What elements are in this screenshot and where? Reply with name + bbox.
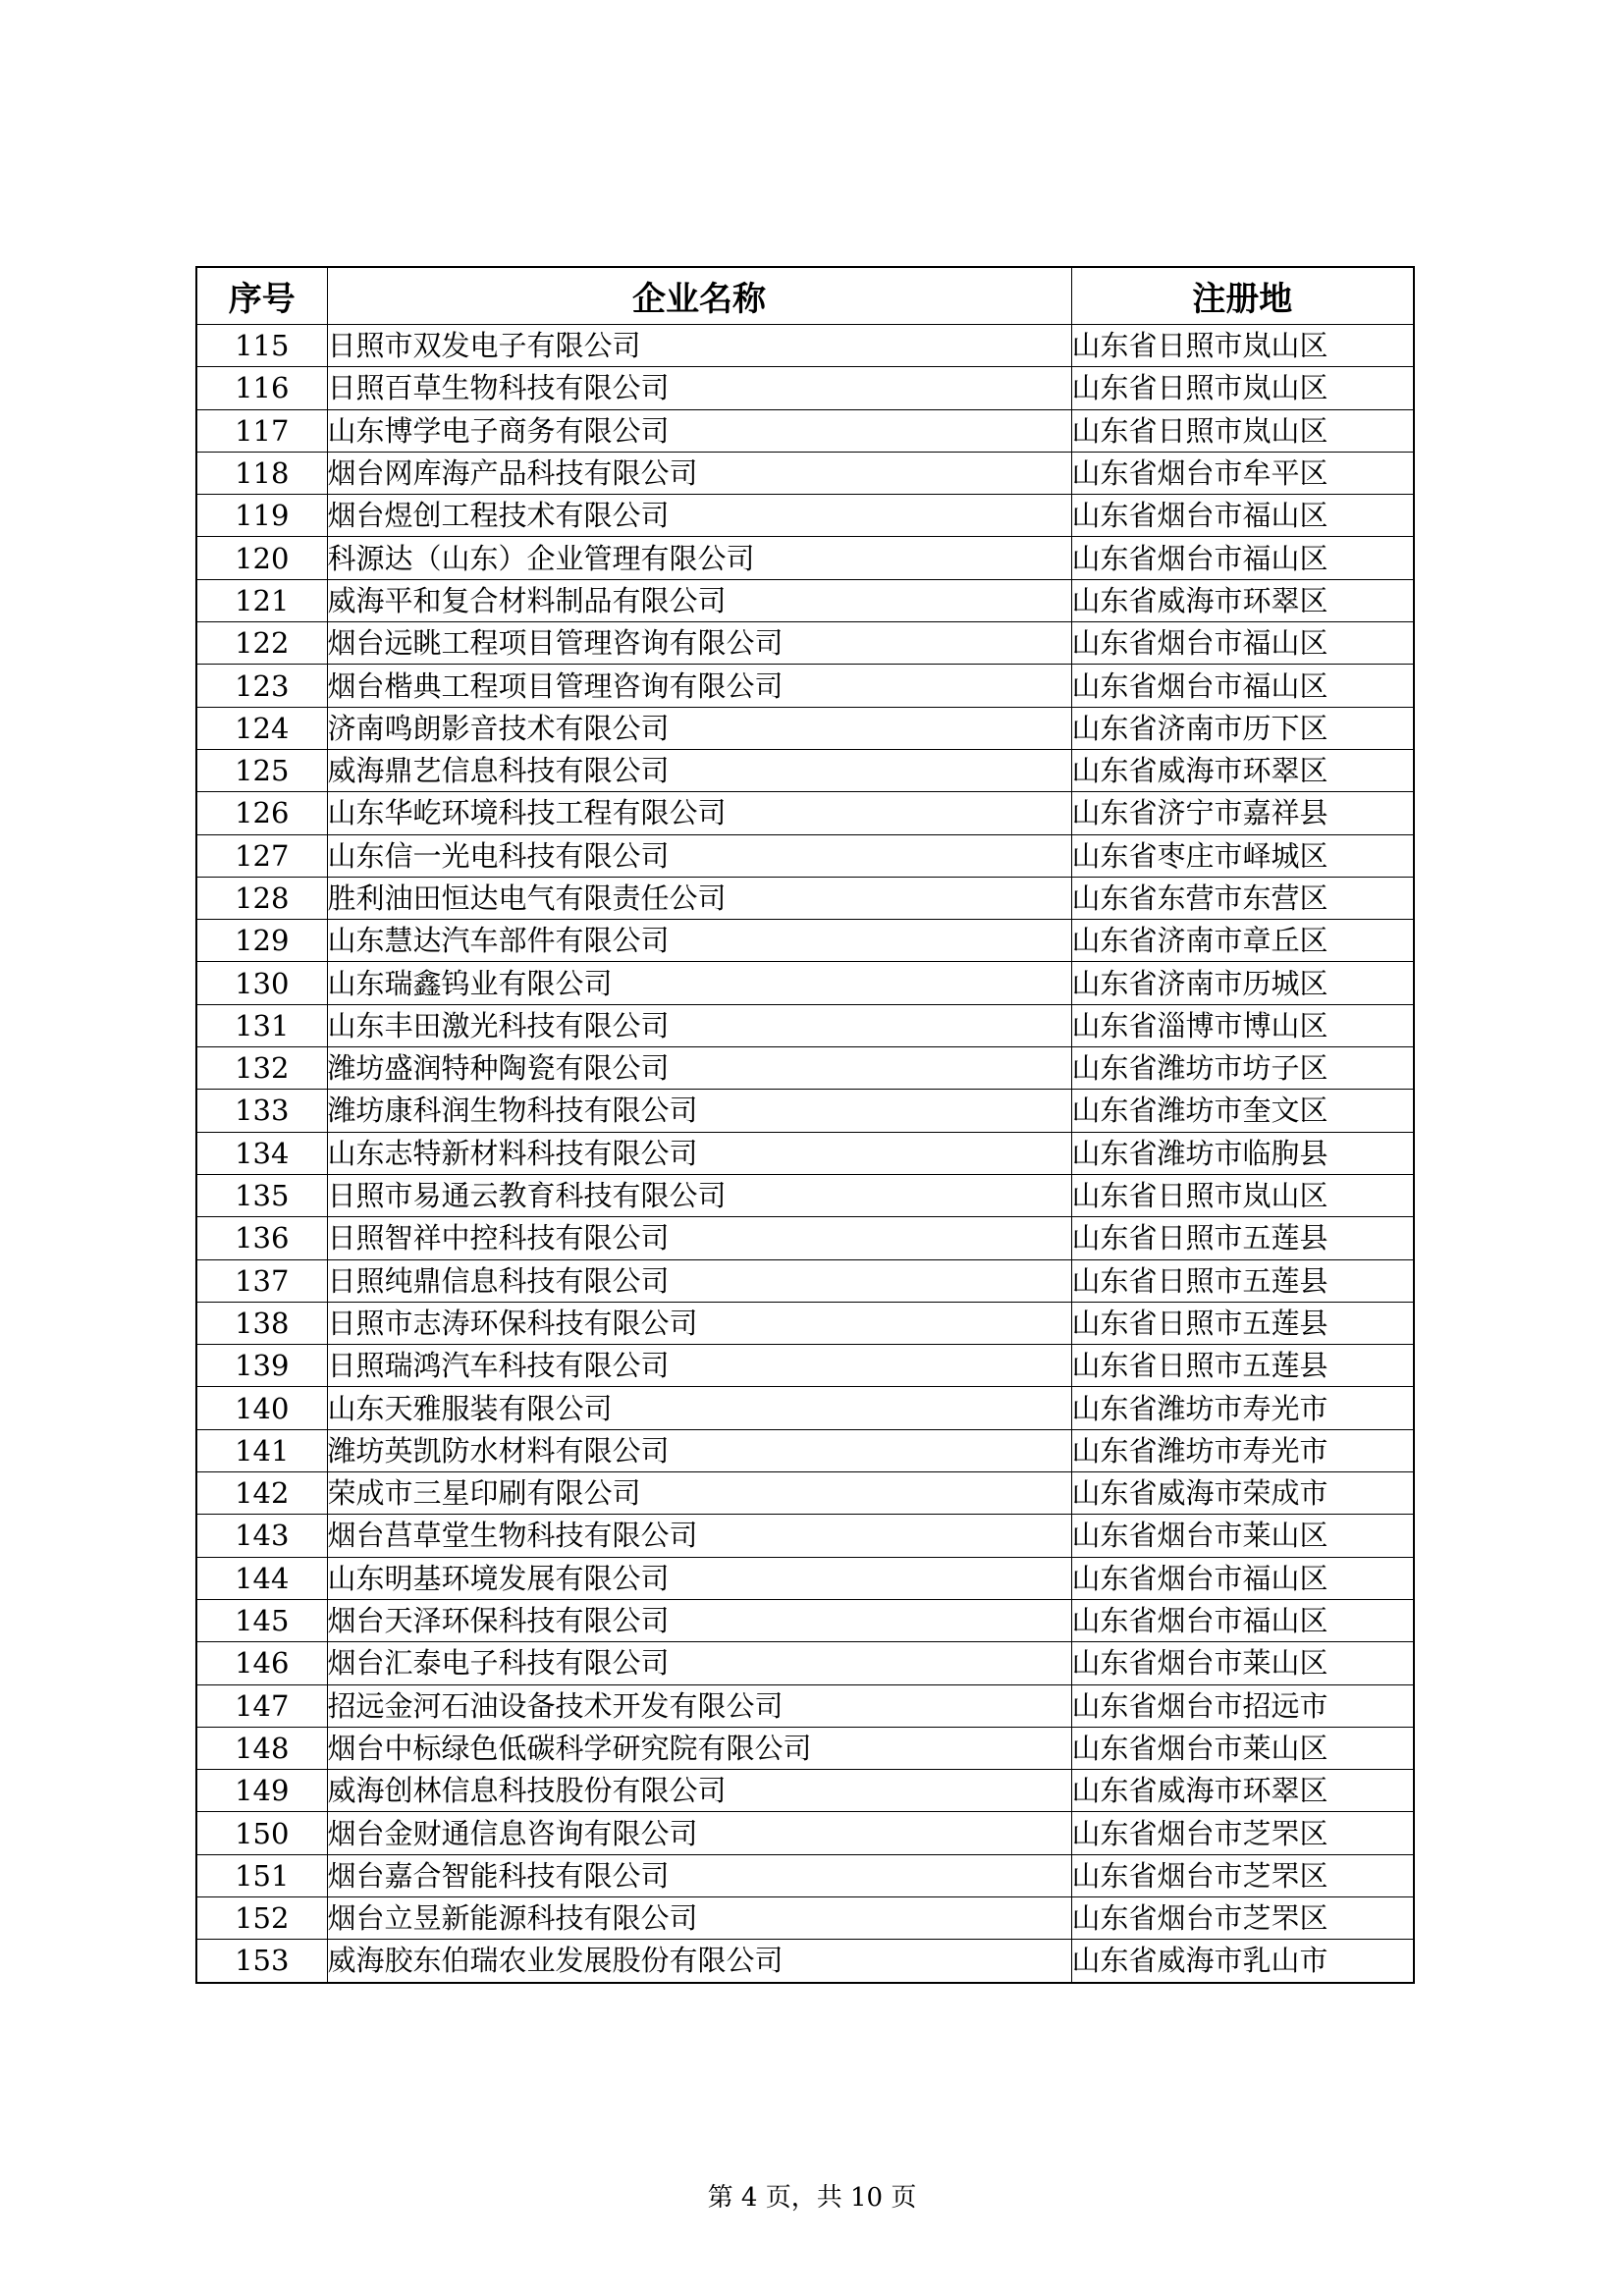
registered-location: 山东省威海市环翠区 [1071,1770,1414,1812]
registered-location: 山东省烟台市福山区 [1071,622,1414,665]
company-name: 潍坊盛润特种陶瓷有限公司 [327,1047,1071,1090]
table-row [196,1345,1414,1387]
table-row [196,749,1414,791]
company-name: 科源达（山东）企业管理有限公司 [327,537,1071,579]
company-name: 日照百草生物科技有限公司 [327,367,1071,409]
row-index: 142 [196,1472,327,1515]
company-name: 日照市志涛环保科技有限公司 [327,1302,1071,1344]
row-index: 124 [196,707,327,749]
table-row [196,1429,1414,1471]
registered-location: 山东省烟台市芝罘区 [1071,1896,1414,1939]
page-footer: 第 4 页，共 10 页 [707,2183,917,2213]
row-index: 141 [196,1429,327,1471]
table-header-row [196,267,1414,325]
row-index: 137 [196,1259,327,1302]
company-name: 烟台汇泰电子科技有限公司 [327,1642,1071,1684]
company-name: 日照市双发电子有限公司 [327,325,1071,367]
row-index: 139 [196,1345,327,1387]
row-index: 151 [196,1854,327,1896]
company-name: 潍坊英凯防水材料有限公司 [327,1429,1071,1471]
registered-location: 山东省烟台市芝罘区 [1071,1854,1414,1896]
row-index: 140 [196,1387,327,1429]
company-name: 烟台嘉合智能科技有限公司 [327,1854,1071,1896]
registered-location: 山东省烟台市莱山区 [1071,1515,1414,1557]
row-index: 152 [196,1896,327,1939]
row-index: 120 [196,537,327,579]
header-company-name: 企业名称 [327,267,1071,325]
table-row [196,1896,1414,1939]
row-index: 116 [196,367,327,409]
company-name: 山东慧达汽车部件有限公司 [327,920,1071,962]
company-name: 荣成市三星印刷有限公司 [327,1472,1071,1515]
table-row [196,1174,1414,1216]
registered-location: 山东省日照市岚山区 [1071,409,1414,452]
company-name: 山东丰田激光科技有限公司 [327,1004,1071,1046]
row-index: 123 [196,665,327,707]
table-row [196,962,1414,1004]
table-row [196,1515,1414,1557]
registered-location: 山东省潍坊市临朐县 [1071,1132,1414,1174]
row-index: 145 [196,1599,327,1641]
row-index: 122 [196,622,327,665]
registered-location: 山东省威海市乳山市 [1071,1940,1414,1983]
header-index: 序号 [196,267,327,325]
table-row [196,409,1414,452]
company-name: 山东瑞鑫钨业有限公司 [327,962,1071,1004]
row-index: 138 [196,1302,327,1344]
row-index: 148 [196,1727,327,1769]
registered-location: 山东省日照市岚山区 [1071,325,1414,367]
company-name: 日照智祥中控科技有限公司 [327,1217,1071,1259]
registered-location: 山东省烟台市牟平区 [1071,452,1414,494]
row-index: 118 [196,452,327,494]
table-row [196,877,1414,919]
table-row [196,1472,1414,1515]
company-table [195,266,1415,1984]
registered-location: 山东省威海市荣成市 [1071,1472,1414,1515]
row-index: 135 [196,1174,327,1216]
row-index: 131 [196,1004,327,1046]
row-index: 143 [196,1515,327,1557]
registered-location: 山东省烟台市福山区 [1071,665,1414,707]
registered-location: 山东省潍坊市坊子区 [1071,1047,1414,1090]
table-row [196,452,1414,494]
row-index: 117 [196,409,327,452]
row-index: 146 [196,1642,327,1684]
registered-location: 山东省日照市五莲县 [1071,1217,1414,1259]
table-row [196,834,1414,877]
registered-location: 山东省烟台市招远市 [1071,1684,1414,1727]
table-row [196,1047,1414,1090]
table-row [196,1132,1414,1174]
table-row [196,1217,1414,1259]
header-location: 注册地 [1071,267,1414,325]
registered-location: 山东省济宁市嘉祥县 [1071,792,1414,834]
registered-location: 山东省淄博市博山区 [1071,1004,1414,1046]
table-row [196,495,1414,537]
registered-location: 山东省烟台市莱山区 [1071,1642,1414,1684]
row-index: 119 [196,495,327,537]
company-name: 烟台煜创工程技术有限公司 [327,495,1071,537]
row-index: 115 [196,325,327,367]
company-name: 山东明基环境发展有限公司 [327,1557,1071,1599]
company-name: 烟台楷典工程项目管理咨询有限公司 [327,665,1071,707]
registered-location: 山东省日照市五莲县 [1071,1302,1414,1344]
company-name: 日照纯鼎信息科技有限公司 [327,1259,1071,1302]
row-index: 144 [196,1557,327,1599]
row-index: 125 [196,749,327,791]
company-name: 山东志特新材料科技有限公司 [327,1132,1071,1174]
registered-location: 山东省烟台市福山区 [1071,537,1414,579]
table-row [196,1259,1414,1302]
registered-location: 山东省烟台市芝罘区 [1071,1812,1414,1854]
company-name: 胜利油田恒达电气有限责任公司 [327,877,1071,919]
table-row [196,325,1414,367]
registered-location: 山东省日照市岚山区 [1071,1174,1414,1216]
table-row [196,1727,1414,1769]
row-index: 128 [196,877,327,919]
company-name: 烟台远眺工程项目管理咨询有限公司 [327,622,1071,665]
row-index: 121 [196,579,327,621]
row-index: 126 [196,792,327,834]
row-index: 149 [196,1770,327,1812]
registered-location: 山东省济南市历城区 [1071,962,1414,1004]
row-index: 132 [196,1047,327,1090]
registered-location: 山东省日照市岚山区 [1071,367,1414,409]
table-row [196,1302,1414,1344]
company-name: 潍坊康科润生物科技有限公司 [327,1090,1071,1132]
table-row [196,367,1414,409]
table-row [196,792,1414,834]
table-row [196,665,1414,707]
table-row [196,1642,1414,1684]
company-name: 烟台立昱新能源科技有限公司 [327,1896,1071,1939]
registered-location: 山东省威海市环翠区 [1071,579,1414,621]
registered-location: 山东省潍坊市奎文区 [1071,1090,1414,1132]
company-name: 威海胶东伯瑞农业发展股份有限公司 [327,1940,1071,1983]
table-row [196,1812,1414,1854]
company-name: 山东博学电子商务有限公司 [327,409,1071,452]
registered-location: 山东省日照市五莲县 [1071,1345,1414,1387]
registered-location: 山东省烟台市福山区 [1071,1599,1414,1641]
company-name: 烟台中标绿色低碳科学研究院有限公司 [327,1727,1071,1769]
table-row [196,537,1414,579]
registered-location: 山东省济南市章丘区 [1071,920,1414,962]
company-name: 山东天雅服装有限公司 [327,1387,1071,1429]
company-name: 威海平和复合材料制品有限公司 [327,579,1071,621]
table-row [196,1684,1414,1727]
table-row [196,920,1414,962]
company-name: 山东信一光电科技有限公司 [327,834,1071,877]
company-name: 烟台莒草堂生物科技有限公司 [327,1515,1071,1557]
table-row [196,1557,1414,1599]
company-name: 威海创林信息科技股份有限公司 [327,1770,1071,1812]
row-index: 129 [196,920,327,962]
table-row [196,1004,1414,1046]
company-name: 日照瑞鸿汽车科技有限公司 [327,1345,1071,1387]
company-name: 济南鸣朗影音技术有限公司 [327,707,1071,749]
row-index: 127 [196,834,327,877]
company-name: 烟台天泽环保科技有限公司 [327,1599,1071,1641]
company-name: 威海鼎艺信息科技有限公司 [327,749,1071,791]
table-row [196,622,1414,665]
registered-location: 山东省潍坊市寿光市 [1071,1387,1414,1429]
registered-location: 山东省烟台市莱山区 [1071,1727,1414,1769]
company-name: 烟台网库海产品科技有限公司 [327,452,1071,494]
table-row [196,1940,1414,1983]
row-index: 147 [196,1684,327,1727]
table-row [196,707,1414,749]
table-row [196,579,1414,621]
registered-location: 山东省烟台市福山区 [1071,495,1414,537]
table-row [196,1090,1414,1132]
row-index: 150 [196,1812,327,1854]
company-name: 招远金河石油设备技术开发有限公司 [327,1684,1071,1727]
registered-location: 山东省威海市环翠区 [1071,749,1414,791]
registered-location: 山东省枣庄市峄城区 [1071,834,1414,877]
company-name: 山东华屹环境科技工程有限公司 [327,792,1071,834]
table-row [196,1770,1414,1812]
registered-location: 山东省济南市历下区 [1071,707,1414,749]
row-index: 133 [196,1090,327,1132]
registered-location: 山东省潍坊市寿光市 [1071,1429,1414,1471]
row-index: 136 [196,1217,327,1259]
table-row [196,1387,1414,1429]
table-row [196,1599,1414,1641]
company-name: 日照市易通云教育科技有限公司 [327,1174,1071,1216]
company-name: 烟台金财通信息咨询有限公司 [327,1812,1071,1854]
registered-location: 山东省东营市东营区 [1071,877,1414,919]
registered-location: 山东省烟台市福山区 [1071,1557,1414,1599]
row-index: 153 [196,1940,327,1983]
table-row [196,1854,1414,1896]
row-index: 130 [196,962,327,1004]
row-index: 134 [196,1132,327,1174]
registered-location: 山东省日照市五莲县 [1071,1259,1414,1302]
